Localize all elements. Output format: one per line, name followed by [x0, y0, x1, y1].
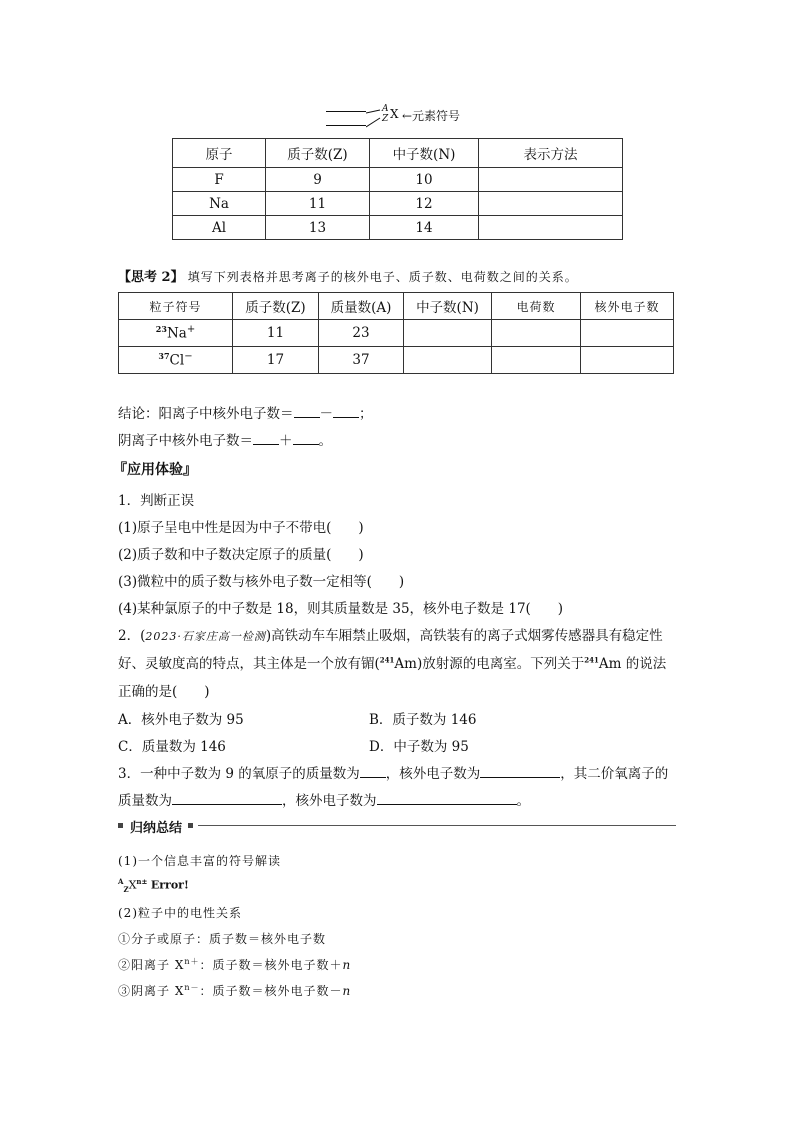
- element-am: Am: [598, 656, 622, 672]
- symbol-x: X: [128, 878, 137, 892]
- table-header-row: [173, 139, 623, 168]
- table-header: 电荷数: [492, 293, 581, 320]
- table-cell: [479, 168, 623, 192]
- table-cell: 17: [233, 347, 319, 374]
- blank-line-top: [326, 111, 366, 112]
- table-header: 质子数(Z): [233, 293, 319, 320]
- table-cell: [581, 347, 674, 374]
- question-1-title: 1．判断正误: [118, 493, 195, 509]
- element-symbol-label: ←元素符号: [402, 109, 461, 123]
- table-cell: F: [173, 168, 266, 192]
- table-cell: 13: [266, 216, 370, 240]
- isotope-mass: 241: [379, 655, 395, 665]
- summary-line: (2)粒子中的电性关系: [118, 906, 242, 920]
- q3-text: 。: [516, 793, 530, 809]
- sup-a: A: [118, 877, 124, 886]
- mass-number: 37: [158, 351, 170, 362]
- table-cell: [404, 320, 492, 347]
- option-d[interactable]: D．中子数为 95: [369, 739, 469, 755]
- answer-blank[interactable]: [360, 763, 386, 778]
- table-header: 质子数(Z): [266, 139, 370, 168]
- table-cell: Al: [173, 216, 266, 240]
- q3-text: ，核外电子数为: [385, 766, 481, 782]
- answer-blank[interactable]: [294, 403, 320, 418]
- symbol: Na: [166, 325, 187, 342]
- summary-text: ：质子数＝核外电子数－: [199, 984, 343, 998]
- q2-text: 好、灵敏度高的特点，其主体是一个放有镅(: [118, 656, 380, 672]
- q1-item: (3)微粒中的质子数与核外电子数一定相等( ): [118, 574, 405, 590]
- table-cell: [404, 347, 492, 374]
- particle-symbol: [119, 347, 233, 374]
- table-cell: 12: [370, 192, 479, 216]
- table-header: 原子: [173, 139, 266, 168]
- atom-table: [172, 138, 623, 240]
- summary-line: [118, 956, 351, 973]
- charge: +: [186, 324, 196, 336]
- notation-diagram: [322, 103, 492, 129]
- summary-title: 归纳总结: [130, 821, 183, 836]
- answer-blank[interactable]: [253, 430, 279, 445]
- conclusion-text: 结论：阳离子中核外电子数＝: [118, 406, 294, 422]
- table-header: 核外电子数: [581, 293, 674, 320]
- punct: 。: [318, 433, 332, 449]
- q1-item: (4)某种氯原子的中子数是 18，则其质量数是 35，核外电子数是 17( ): [118, 601, 564, 617]
- summary-header: [118, 817, 676, 835]
- isotope-mass: 241: [584, 655, 599, 665]
- summary-text: ②阳离子 X: [118, 958, 185, 972]
- table-cell: [581, 320, 674, 347]
- answer-blank[interactable]: [293, 430, 319, 445]
- q2-prefix: 2．(: [118, 628, 146, 644]
- conclusion-text: 阴离子中核外电子数＝: [118, 433, 253, 449]
- divider: [198, 825, 676, 826]
- section-header: 『应用体验』: [113, 462, 197, 478]
- answer-blank[interactable]: [333, 403, 359, 418]
- think2-prompt: [118, 266, 578, 285]
- table-cell: [479, 216, 623, 240]
- q1-item: (1)原子呈电中性是因为中子不带电( ): [118, 520, 364, 536]
- atomic-label: Z: [382, 114, 389, 124]
- table-header: 质量数(A): [319, 293, 404, 320]
- ion-table: [118, 292, 674, 374]
- question-2-line2: [118, 652, 666, 672]
- table-row: [173, 216, 623, 240]
- table-header: 表示方法: [479, 139, 623, 168]
- blank-line-bottom: [326, 125, 366, 126]
- sub-z: Z: [123, 884, 129, 894]
- summary-line: ①分子或原子：质子数＝核外电子数: [118, 932, 327, 946]
- question-3-line1: [118, 762, 668, 782]
- element-x: X: [390, 107, 399, 121]
- table-cell: 10: [370, 168, 479, 192]
- table-cell: [492, 347, 581, 374]
- element-am: Am: [394, 656, 417, 672]
- answer-blank[interactable]: [480, 763, 560, 778]
- summary-line: [118, 982, 351, 999]
- answer-blank[interactable]: [377, 790, 517, 805]
- sup: n－: [184, 983, 200, 992]
- summary-symbol-line: [118, 877, 189, 894]
- table-cell: 14: [370, 216, 479, 240]
- table-header-row: [119, 293, 674, 320]
- square-icon: [188, 823, 193, 828]
- table-cell: 9: [266, 168, 370, 192]
- conclusion-line1: [118, 402, 373, 422]
- table-row: [119, 347, 674, 374]
- punct: ；: [359, 406, 373, 422]
- question-2-line1: [118, 624, 663, 644]
- conclusion-line2: [118, 429, 332, 449]
- table-row: [119, 320, 674, 347]
- question-3-line2: [118, 789, 530, 809]
- option-a[interactable]: A．核外电子数为 95: [118, 712, 244, 728]
- mass-number: 23: [155, 324, 167, 335]
- table-header: 粒子符号: [119, 293, 233, 320]
- table-row: [173, 192, 623, 216]
- q2-text: )高铁动车车厢禁止吸烟，高铁装有的离子式烟雾传感器具有稳定性: [265, 628, 663, 644]
- table-cell: Na: [173, 192, 266, 216]
- operator: －: [319, 406, 333, 422]
- summary-text: ：质子数＝核外电子数＋: [199, 958, 343, 972]
- q3-text: 3．一种中子数为 9 的氧原子的质量数为: [118, 766, 360, 782]
- table-cell: 11: [266, 192, 370, 216]
- q2-text: )放射源的电离室。下列关于: [416, 656, 585, 672]
- summary-text: ③阴离子 X: [118, 984, 185, 998]
- n-var: n: [342, 984, 352, 998]
- question-2-line3: 正确的是( ): [118, 684, 210, 700]
- q1-item: (2)质子数和中子数决定原子的质量( ): [118, 547, 364, 563]
- square-icon: [118, 823, 123, 828]
- table-cell: [479, 192, 623, 216]
- table-header: 中子数(N): [370, 139, 479, 168]
- option-c[interactable]: C．质量数为 146: [118, 739, 226, 755]
- error-text: Error!: [150, 878, 189, 892]
- think2-label: 【思考 2】: [118, 270, 184, 285]
- particle-symbol: [119, 320, 233, 347]
- option-b[interactable]: B．质子数为 146: [369, 712, 477, 728]
- q2-source: 2023·石家庄高一检测: [145, 630, 266, 643]
- operator: ＋: [279, 433, 293, 449]
- answer-blank[interactable]: [172, 790, 282, 805]
- sup-n: n±: [136, 877, 148, 886]
- n-var: n: [342, 958, 352, 972]
- summary-line: (1)一个信息丰富的符号解读: [118, 854, 281, 868]
- table-cell: 37: [319, 347, 404, 374]
- table-header: 中子数(N): [404, 293, 492, 320]
- q3-text: 质量数为: [118, 793, 172, 809]
- table-cell: 11: [233, 320, 319, 347]
- table-cell: 23: [319, 320, 404, 347]
- q3-text: ，核外电子数为: [282, 793, 377, 809]
- symbol: Cl: [169, 352, 185, 369]
- mass-label: A: [382, 104, 389, 114]
- q3-text: ，其二价氧离子的: [560, 766, 669, 782]
- sup: n＋: [184, 957, 200, 966]
- table-cell: [492, 320, 581, 347]
- table-row: [173, 168, 623, 192]
- think2-text: 填写下列表格并思考离子的核外电子、质子数、电荷数之间的关系。: [187, 270, 578, 284]
- q2-text: 的说法: [621, 656, 667, 672]
- charge: −: [184, 351, 193, 363]
